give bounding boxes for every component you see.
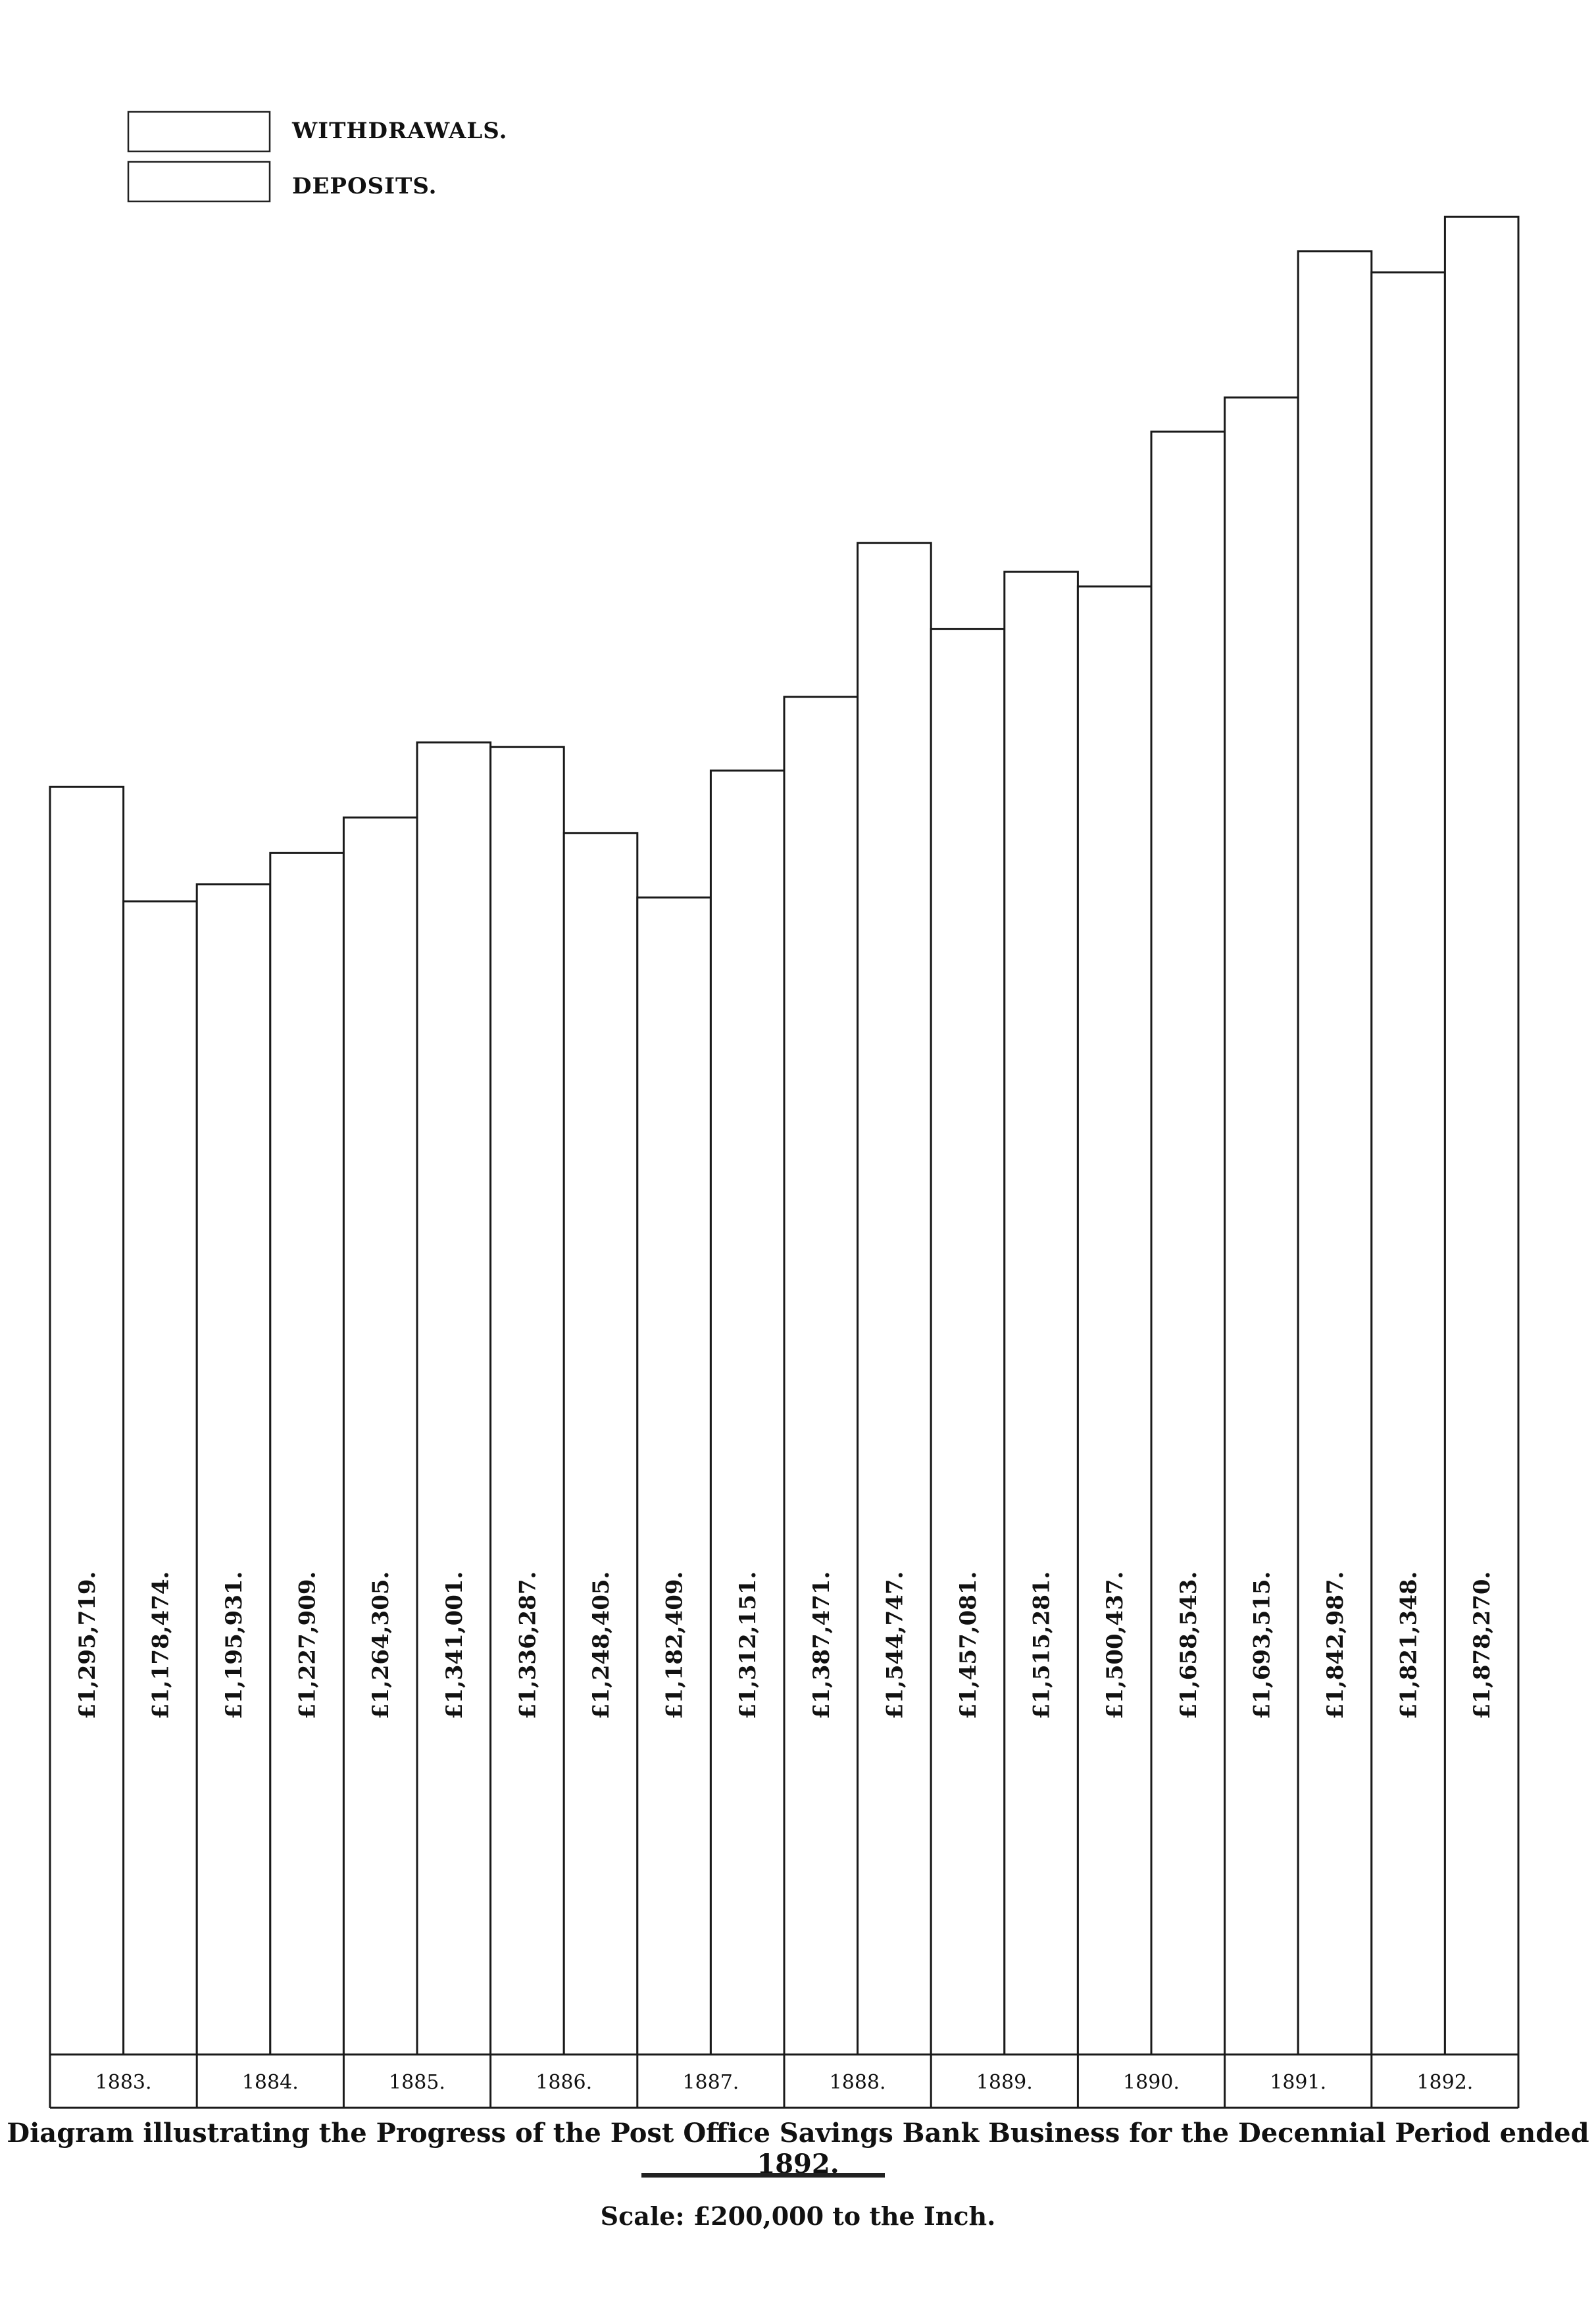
bar-value-label-11: £1,544,747. xyxy=(882,1571,909,1720)
bar-value-label-6: £1,336,287. xyxy=(514,1571,541,1720)
bar-value-label-1: £1,178,474. xyxy=(147,1571,174,1720)
bar-value-label-8: £1,182,409. xyxy=(661,1571,688,1720)
bar-value-label-15: £1,658,543. xyxy=(1175,1571,1202,1720)
legend-label-deposits: DEPOSITS. xyxy=(292,173,437,199)
bars-group xyxy=(50,217,1518,2054)
legend-swatch-withdrawals xyxy=(128,112,270,151)
bar-value-label-2: £1,195,931. xyxy=(221,1571,247,1720)
bar-3 xyxy=(270,853,344,2054)
bar-18 xyxy=(1372,272,1445,2054)
bar-2 xyxy=(197,884,270,2054)
year-label-1: 1884. xyxy=(241,2071,299,2094)
bar-value-label-4: £1,264,305. xyxy=(368,1571,395,1720)
bar-12 xyxy=(931,629,1005,2054)
bar-6 xyxy=(491,747,564,2054)
caption-rule xyxy=(641,2173,885,2178)
bar-14 xyxy=(1078,586,1151,2054)
year-label-5: 1888. xyxy=(829,2071,886,2094)
bar-10 xyxy=(784,697,858,2054)
bar-value-label-16: £1,693,515. xyxy=(1249,1571,1276,1720)
bar-value-label-17: £1,842,987. xyxy=(1322,1571,1349,1720)
legend xyxy=(128,112,507,201)
bar-value-label-7: £1,248,405. xyxy=(588,1571,614,1720)
bar-value-label-18: £1,821,348. xyxy=(1395,1571,1422,1720)
year-label-2: 1885. xyxy=(389,2071,445,2094)
bar-11 xyxy=(858,543,932,2054)
chart-scale-note: Scale: £200,000 to the Inch. xyxy=(600,2201,996,2231)
chart-title: Diagram illustrating the Progress of the Post Office Savings Bank Business for the Decennial Period ended 1892. xyxy=(7,2118,1589,2180)
year-label-3: 1886. xyxy=(536,2071,593,2094)
bar-17 xyxy=(1298,251,1372,2054)
bar-4 xyxy=(343,817,417,2054)
bar-13 xyxy=(1005,572,1078,2054)
bar-value-label-9: £1,312,151. xyxy=(735,1571,762,1720)
bar-value-label-3: £1,227,909. xyxy=(294,1571,321,1720)
year-label-0: 1883. xyxy=(95,2071,152,2094)
year-label-4: 1887. xyxy=(682,2071,739,2094)
bar-value-label-12: £1,457,081. xyxy=(955,1571,982,1720)
bar-16 xyxy=(1225,397,1299,2054)
bar-8 xyxy=(637,898,711,2054)
bar-9 xyxy=(711,771,784,2054)
bar-value-label-19: £1,878,270. xyxy=(1469,1571,1496,1720)
year-label-9: 1892. xyxy=(1416,2071,1474,2094)
bar-1 xyxy=(124,902,197,2054)
bar-value-label-5: £1,341,001. xyxy=(441,1571,468,1720)
legend-swatch-deposits xyxy=(128,162,270,201)
bar-15 xyxy=(1151,432,1225,2054)
year-label-6: 1889. xyxy=(976,2071,1033,2094)
bar-value-label-10: £1,387,471. xyxy=(808,1571,835,1720)
bar-0 xyxy=(50,787,124,2055)
bar-7 xyxy=(564,833,637,2054)
year-label-7: 1890. xyxy=(1123,2071,1180,2094)
bar-value-label-14: £1,500,437. xyxy=(1102,1571,1129,1720)
bar-5 xyxy=(417,742,491,2054)
bar-19 xyxy=(1445,217,1518,2054)
bar-value-label-0: £1,295,719. xyxy=(74,1571,101,1720)
bar-value-label-13: £1,515,281. xyxy=(1028,1571,1055,1720)
legend-label-withdrawals: WITHDRAWALS. xyxy=(292,118,508,144)
year-axis xyxy=(50,2054,1518,2108)
year-label-8: 1891. xyxy=(1270,2071,1327,2094)
